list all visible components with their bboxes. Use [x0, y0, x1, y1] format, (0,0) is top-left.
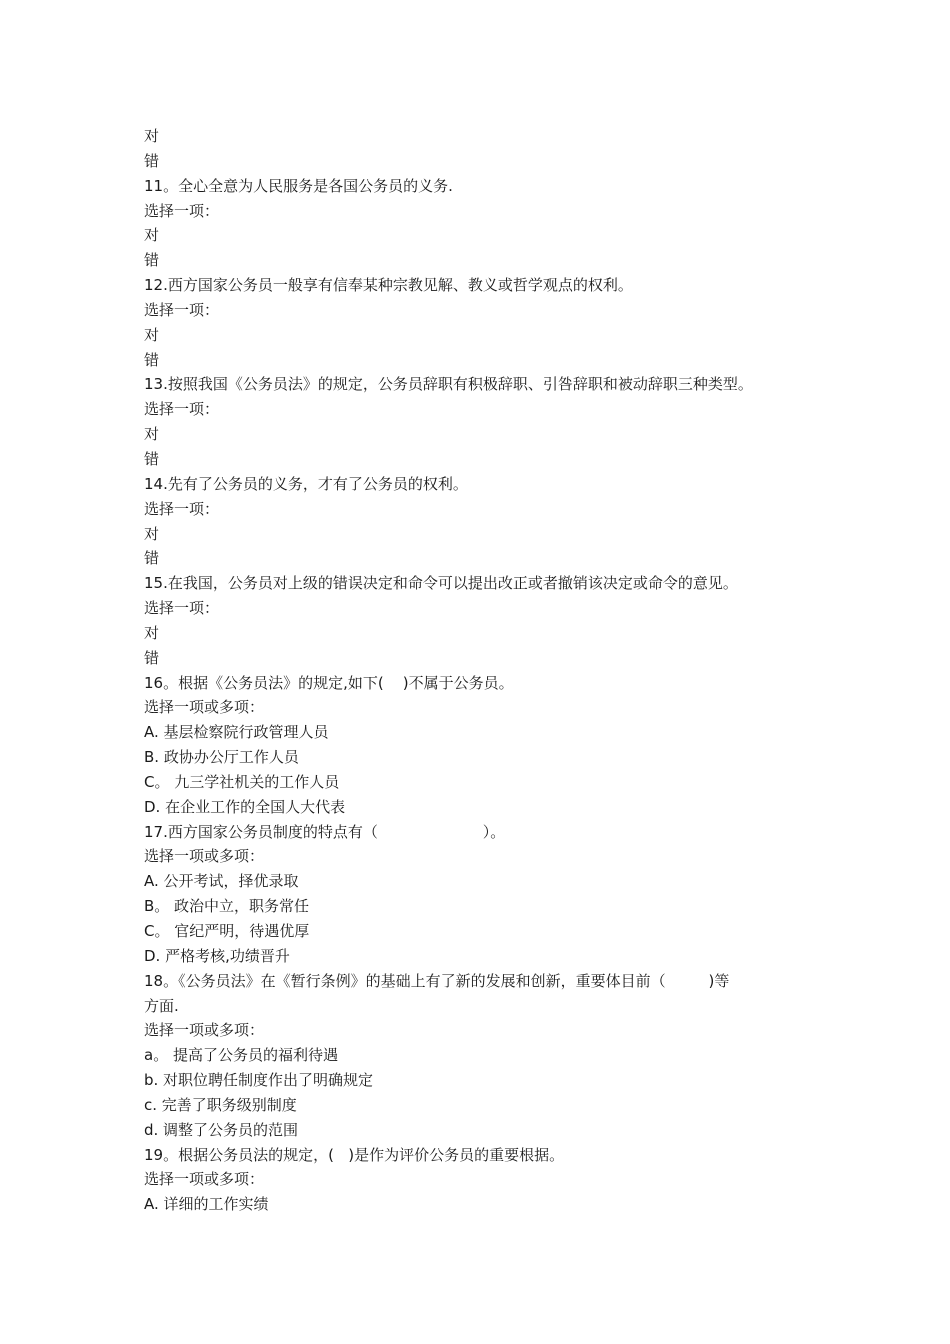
option-b: B. 政协办公厅工作人员: [144, 748, 299, 767]
answer-option-false: 错: [144, 449, 160, 468]
answer-option-true: 对: [144, 524, 160, 543]
option-c: C。 九三学社机关的工作人员: [144, 772, 340, 791]
multi-choice-prompt: 选择一项或多项：: [144, 1021, 265, 1040]
option-b: b. 对职位聘任制度作出了明确规定: [144, 1071, 374, 1090]
question-11: 11。全心全意为人民服务是各国公务员的义务.: [144, 176, 453, 195]
option-a: A. 基层检察院行政管理人员: [144, 723, 329, 742]
option-a: a。 提高了公务员的福利待遇: [144, 1046, 338, 1065]
option-c: c. 完善了职务级别制度: [144, 1095, 297, 1114]
multi-choice-prompt: 选择一项或多项：: [144, 1170, 265, 1189]
answer-option-false: 错: [144, 151, 160, 170]
option-a: A. 公开考试，择优录取: [144, 872, 299, 891]
choice-prompt: 选择一项：: [144, 400, 220, 419]
answer-option-false: 错: [144, 251, 160, 270]
multi-choice-prompt: 选择一项或多项：: [144, 698, 265, 717]
choice-prompt: 选择一项：: [144, 499, 220, 518]
answer-option-true: 对: [144, 226, 160, 245]
answer-option-true: 对: [144, 325, 160, 344]
answer-option-false: 错: [144, 350, 160, 369]
document-body: [144, 124, 824, 1217]
question-17: 17.西方国家公务员制度的特点有（ ）。: [144, 822, 506, 841]
question-18-continued: 方面.: [144, 996, 179, 1015]
option-d: D. 在企业工作的全国人大代表: [144, 797, 346, 816]
answer-option-true: 对: [144, 127, 160, 145]
choice-prompt: 选择一项：: [144, 300, 220, 319]
question-19: 19。根据公务员法的规定，( )是作为评价公务员的重要根据。: [144, 1145, 565, 1164]
question-13: 13.按照我国《公务员法》的规定，公务员辞职有积极辞职、引咎辞职和被动辞职三种类型。: [144, 375, 753, 394]
answer-option-true: 对: [144, 425, 160, 444]
question-15: 15.在我国，公务员对上级的错误决定和命令可以提出改正或者撤销该决定或命令的意见。: [144, 574, 738, 593]
question-18: 18。《公务员法》在《暂行条例》的基础上有了新的发展和创新，重要体目前（ )等: [144, 971, 730, 990]
choice-prompt: 选择一项：: [144, 201, 220, 220]
question-16: 16。根据《公务员法》的规定,如下( )不属于公务员。: [144, 673, 514, 692]
answer-option-false: 错: [144, 549, 160, 568]
answer-option-false: 错: [144, 648, 160, 667]
multi-choice-prompt: 选择一项或多项：: [144, 847, 265, 866]
answer-option-true: 对: [144, 623, 160, 642]
option-d: D. 严格考核,功绩晋升: [144, 946, 290, 965]
option-c: C。 官纪严明，待遇优厚: [144, 922, 310, 940]
choice-prompt: 选择一项：: [144, 599, 220, 618]
question-14: 14.先有了公务员的义务，才有了公务员的权利。: [144, 474, 468, 493]
option-d: d. 调整了公务员的范围: [144, 1120, 299, 1139]
question-12: 12.西方国家公务员一般享有信奉某种宗教见解、教义或哲学观点的权利。: [144, 276, 633, 295]
option-b: B。 政治中立，职务常任: [144, 897, 310, 916]
option-a: A. 详细的工作实绩: [144, 1195, 269, 1214]
